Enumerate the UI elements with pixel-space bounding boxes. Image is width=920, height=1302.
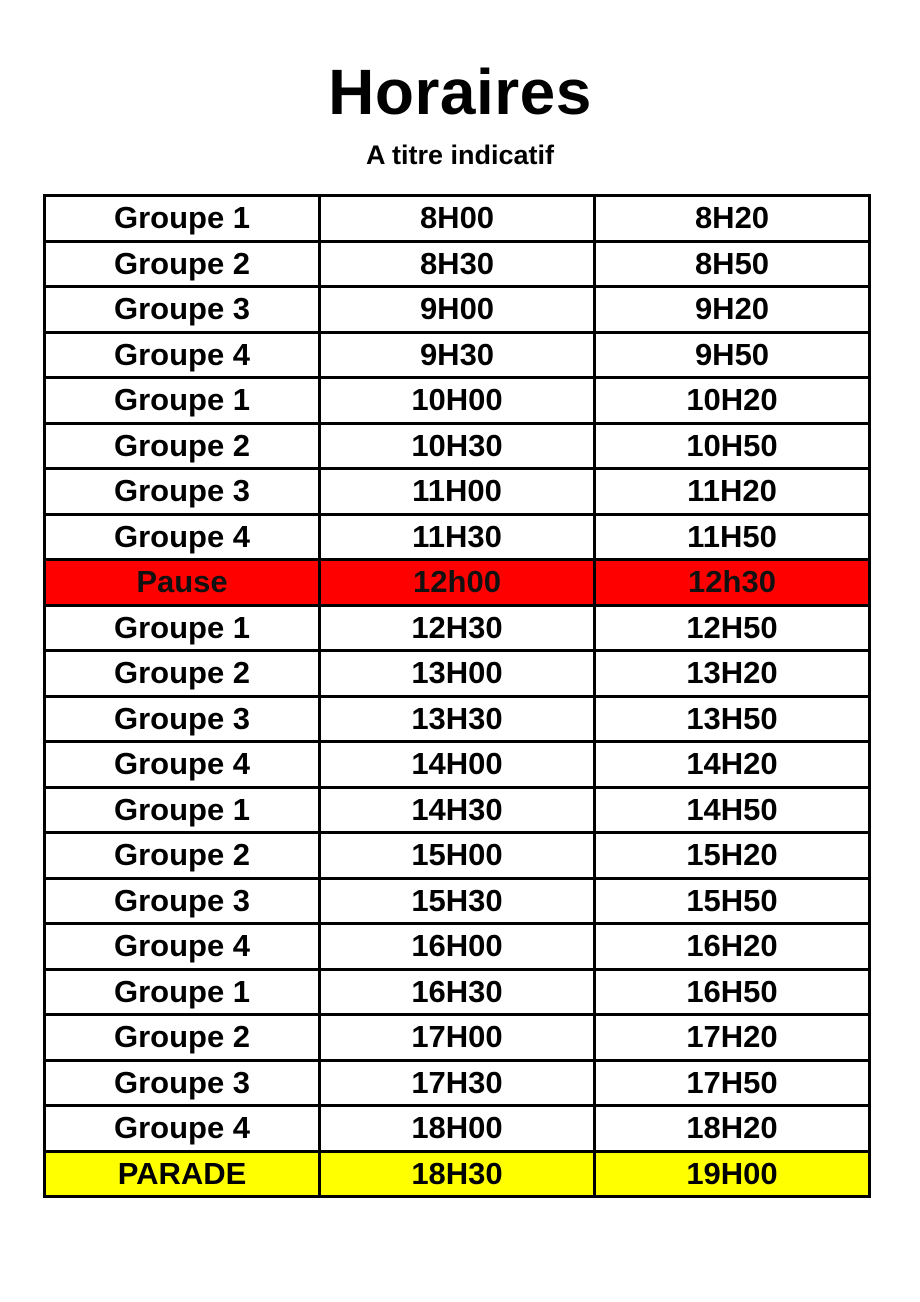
schedule-row: [45, 924, 870, 970]
schedule-row: [45, 196, 870, 242]
group-label-cell: Groupe 2: [45, 241, 320, 287]
group-label-cell: Groupe 1: [45, 378, 320, 424]
schedule-table: [43, 194, 871, 1198]
start-time-cell: 13H30: [320, 696, 595, 742]
end-time-cell: 11H50: [595, 514, 870, 560]
page-title: Horaires: [328, 56, 592, 128]
start-time-cell: 18H30: [320, 1151, 595, 1197]
group-label-cell: Groupe 1: [45, 969, 320, 1015]
start-time-cell: 13H00: [320, 651, 595, 697]
end-time-cell: 9H20: [595, 287, 870, 333]
end-time-cell: 12h30: [595, 560, 870, 606]
schedule-row: [45, 696, 870, 742]
end-time-cell: 19H00: [595, 1151, 870, 1197]
start-time-cell: 18H00: [320, 1106, 595, 1152]
group-label-cell: Groupe 4: [45, 332, 320, 378]
group-label-cell: Groupe 4: [45, 924, 320, 970]
schedule-row: [45, 423, 870, 469]
group-label-cell: Groupe 3: [45, 878, 320, 924]
pause-row: [45, 560, 870, 606]
schedule-row: [45, 469, 870, 515]
start-time-cell: 8H00: [320, 196, 595, 242]
end-time-cell: 10H20: [595, 378, 870, 424]
start-time-cell: 10H00: [320, 378, 595, 424]
schedule-row: [45, 378, 870, 424]
group-label-cell: Groupe 3: [45, 696, 320, 742]
schedule-row: [45, 742, 870, 788]
start-time-cell: 16H00: [320, 924, 595, 970]
schedule-row: [45, 1060, 870, 1106]
start-time-cell: 11H30: [320, 514, 595, 560]
start-time-cell: 12H30: [320, 605, 595, 651]
schedule-row: [45, 787, 870, 833]
end-time-cell: 15H50: [595, 878, 870, 924]
start-time-cell: 9H00: [320, 287, 595, 333]
end-time-cell: 8H20: [595, 196, 870, 242]
group-label-cell: PARADE: [45, 1151, 320, 1197]
group-label-cell: Groupe 2: [45, 651, 320, 697]
schedule-row: [45, 878, 870, 924]
end-time-cell: 14H50: [595, 787, 870, 833]
schedule-row: [45, 969, 870, 1015]
end-time-cell: 14H20: [595, 742, 870, 788]
group-label-cell: Groupe 2: [45, 423, 320, 469]
end-time-cell: 8H50: [595, 241, 870, 287]
end-time-cell: 17H20: [595, 1015, 870, 1061]
start-time-cell: 10H30: [320, 423, 595, 469]
start-time-cell: 17H30: [320, 1060, 595, 1106]
group-label-cell: Groupe 4: [45, 742, 320, 788]
group-label-cell: Groupe 4: [45, 1106, 320, 1152]
end-time-cell: 18H20: [595, 1106, 870, 1152]
start-time-cell: 8H30: [320, 241, 595, 287]
schedule-row: [45, 833, 870, 879]
schedule-row: [45, 241, 870, 287]
schedule-row: [45, 605, 870, 651]
group-label-cell: Groupe 1: [45, 605, 320, 651]
group-label-cell: Groupe 3: [45, 1060, 320, 1106]
group-label-cell: Groupe 1: [45, 787, 320, 833]
start-time-cell: 14H30: [320, 787, 595, 833]
end-time-cell: 10H50: [595, 423, 870, 469]
schedule-row: [45, 651, 870, 697]
end-time-cell: 12H50: [595, 605, 870, 651]
schedule-row: [45, 287, 870, 333]
start-time-cell: 15H30: [320, 878, 595, 924]
schedule-row: [45, 514, 870, 560]
group-label-cell: Groupe 3: [45, 469, 320, 515]
end-time-cell: 11H20: [595, 469, 870, 515]
end-time-cell: 13H20: [595, 651, 870, 697]
schedule-row: [45, 1106, 870, 1152]
schedule-row: [45, 1015, 870, 1061]
group-label-cell: Pause: [45, 560, 320, 606]
start-time-cell: 17H00: [320, 1015, 595, 1061]
end-time-cell: 9H50: [595, 332, 870, 378]
group-label-cell: Groupe 1: [45, 196, 320, 242]
start-time-cell: 14H00: [320, 742, 595, 788]
end-time-cell: 16H50: [595, 969, 870, 1015]
end-time-cell: 16H20: [595, 924, 870, 970]
start-time-cell: 16H30: [320, 969, 595, 1015]
start-time-cell: 11H00: [320, 469, 595, 515]
group-label-cell: Groupe 4: [45, 514, 320, 560]
schedule-row: [45, 332, 870, 378]
schedule-table-body: [45, 196, 870, 1197]
page-subtitle: A titre indicatif: [365, 140, 554, 170]
parade-row: [45, 1151, 870, 1197]
group-label-cell: Groupe 2: [45, 833, 320, 879]
end-time-cell: 17H50: [595, 1060, 870, 1106]
start-time-cell: 15H00: [320, 833, 595, 879]
end-time-cell: 15H20: [595, 833, 870, 879]
group-label-cell: Groupe 2: [45, 1015, 320, 1061]
group-label-cell: Groupe 3: [45, 287, 320, 333]
start-time-cell: 12h00: [320, 560, 595, 606]
end-time-cell: 13H50: [595, 696, 870, 742]
start-time-cell: 9H30: [320, 332, 595, 378]
